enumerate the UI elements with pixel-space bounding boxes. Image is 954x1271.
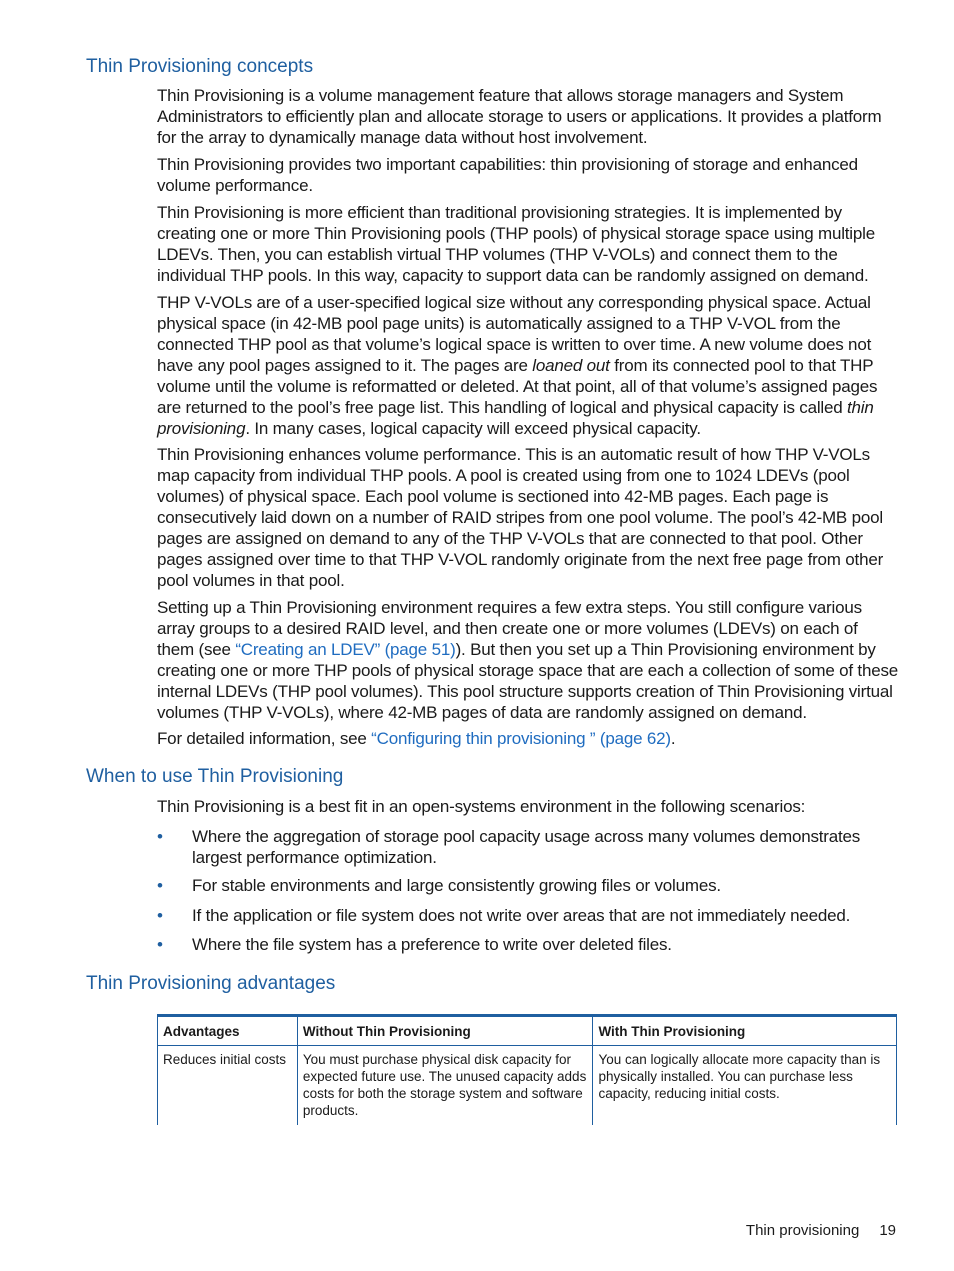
p4-text-c: . In many cases, logical capacity will exceed physical capacity. — [245, 419, 701, 438]
concepts-paragraph-4 — [157, 292, 899, 439]
p6-text-b: ). But then you set up a Thin Provisioning environment by creating one or more THP pools of physical storage space that are each a collection of some of these internal LDEVs (THP pool volumes). This pool structure supports creation of Thin Provisioning virtual volumes (THP V-VOLs), where 42-MB pages of data are randomly assigned on demand. — [157, 640, 899, 722]
page-footer — [700, 1222, 896, 1239]
p4-emphasis-loaned-out: loaned out — [532, 356, 610, 375]
bullet-text: For stable environments and large consistently growing files or volumes. — [192, 876, 721, 895]
bullet-item — [157, 826, 899, 868]
table-cell: Reduces initial costs — [158, 1046, 298, 1126]
table-header-cell: Advantages — [158, 1016, 298, 1046]
section-heading-advantages: Thin Provisioning advantages — [86, 973, 336, 994]
table-header-row — [158, 1016, 897, 1046]
creating-ldev-link[interactable]: “Creating an LDEV” (page 51) — [235, 640, 456, 659]
bullet-text: Where the file system has a preference to write over deleted files. — [192, 935, 672, 954]
table-header-cell: Without Thin Provisioning — [297, 1016, 593, 1046]
bullet-text: Where the aggregation of storage pool capacity usage across many volumes demonstrates largest performance optimization. — [192, 827, 861, 867]
page-number: 19 — [879, 1222, 896, 1239]
p7-text-a: For detailed information, see — [157, 729, 372, 748]
bullet-icon: • — [157, 906, 163, 925]
when-intro: Thin Provisioning is a best fit in an open-systems environment in the following scenarios: — [157, 797, 806, 816]
bullet-item — [157, 934, 899, 955]
bullet-text: If the application or file system does not write over areas that are not immediately needed. — [192, 906, 851, 925]
table-cell: You must purchase physical disk capacity for expected future use. The unused capacity adds costs for both the storage system and software products. — [297, 1046, 593, 1126]
table-header-cell: With Thin Provisioning — [593, 1016, 897, 1046]
bullet-icon: • — [157, 935, 163, 954]
p4-text-a: THP V-VOLs are of a user-specified logical size without any corresponding physical space. Actual physical space (in 42-MB pool page units) is automatically assigned to a THP V-VOL from the connected THP pool as that volume’s logical space is written to over time. A new volume does not have any pool pages assigned to it. The pages are — [157, 293, 872, 375]
section-heading-concepts: Thin Provisioning concepts — [86, 56, 314, 77]
concepts-paragraph-3: Thin Provisioning is more efficient than traditional provisioning strategies. It is implemented by creating one or more Thin Provisioning pools (THP pools) of physical storage space using multiple LDEVs. Then, you can establish virtual THP volumes (THP V-VOLs) and connect them to the individual THP pools. In this way, capacity to support data can be randomly assigned on demand. — [157, 203, 875, 285]
p4-emphasis-thin-provisioning: thin provisioning — [157, 398, 874, 438]
concepts-paragraph-1: Thin Provisioning is a volume management feature that allows storage managers and System Administrators to efficiently plan and allocate storage to users or applications. It provides a platform for the array to dynamically manage data without host involvement. — [157, 86, 882, 147]
footer-section-title: Thin provisioning — [745, 1222, 860, 1239]
p4-text-b: from its connected pool to that THP volume until the volume is reformatted or deleted. At that point, all of that volume’s assigned pages are returned to the pool’s free page list. This handling of logical and physical capacity is called — [157, 356, 878, 417]
bullet-icon: • — [157, 876, 163, 895]
concepts-paragraph-5: Thin Provisioning enhances volume performance. This is an automatic result of how THP V-VOLs map capacity from individual THP pools. A pool is created using from one to 1024 LDEVs (pool volumes) of physical space. Each pool volume is sectioned into 42-MB pages. Each page is consecutively laid down on a number of RAID stripes from one pool volume. The pool’s 42-MB pool pages are assigned on demand to any of the THP V-VOLs that are connected to that pool. Other pages assigned over time to that THP V-VOL randomly originate from the next free page from other pool volumes in that pool. — [157, 445, 884, 590]
advantages-table — [157, 1014, 897, 1125]
configuring-thin-provisioning-link[interactable]: “Configuring thin provisioning ” (page 62) — [371, 729, 671, 748]
p6-text-a: Setting up a Thin Provisioning environment requires a few extra steps. You still configure various array groups to a desired RAID level, and then create one or more volumes (LDEVs) on each of them (see — [157, 598, 862, 659]
table-row — [158, 1046, 897, 1126]
concepts-paragraph-2: Thin Provisioning provides two important capabilities: thin provisioning of storage and enhanced volume performance. — [157, 155, 858, 195]
concepts-paragraph-7 — [157, 728, 899, 749]
table-cell: You can logically allocate more capacity than is physically installed. You can purchase less capacity, reducing initial costs. — [593, 1046, 897, 1126]
bullet-item — [157, 905, 899, 926]
bullet-item — [157, 875, 899, 896]
p7-text-b: . — [670, 729, 676, 748]
section-heading-when: When to use Thin Provisioning — [86, 766, 344, 787]
concepts-paragraph-6 — [157, 597, 899, 723]
bullet-icon: • — [157, 827, 163, 846]
